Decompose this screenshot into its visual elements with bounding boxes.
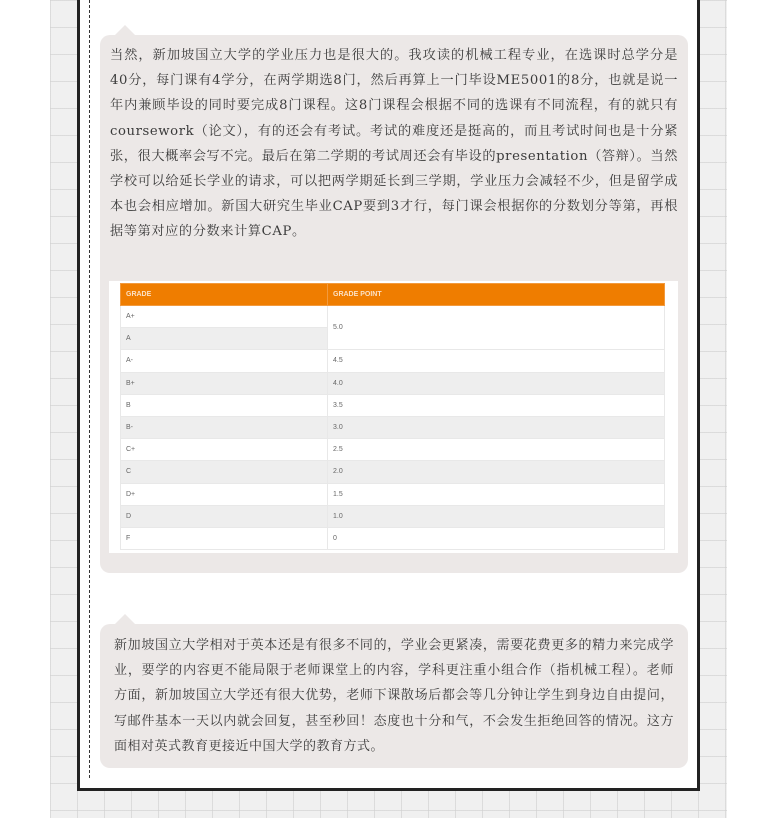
grade-cell: C+ — [121, 439, 328, 461]
grade-cell: A+ — [121, 306, 328, 328]
grade-point-cell: 4.5 — [328, 350, 665, 372]
table-row — [121, 416, 665, 438]
grade-point-cell: 3.5 — [328, 394, 665, 416]
grade-table — [120, 283, 665, 550]
table-row — [121, 527, 665, 549]
grade-point-cell: 1.5 — [328, 483, 665, 505]
table-row — [121, 505, 665, 527]
grade-cell: B+ — [121, 372, 328, 394]
table-row — [121, 461, 665, 483]
dashed-guide-line — [89, 0, 90, 778]
speech-notch-icon — [115, 614, 135, 624]
table-row — [121, 394, 665, 416]
grade-cell: F — [121, 527, 328, 549]
paragraph-comparison: 新加坡国立大学相对于英本还是有很多不同的，学业会更紧凑，需要花费更多的精力来完成学业，要学的内容更不能局限于老师课堂上的内容，学科更注重小组合作（指机械工程）。老师方面，新加坡国立大学还有很大优势，老师下课散场后都会等几分钟让学生到身边自由提问，写邮件基本一天以内就会回复，甚至秒回！态度也十分和气，不会发生拒绝回答的情况。这方面相对英式教育更接近中国大学的教育方式。 — [114, 638, 674, 754]
grade-point-cell: 2.0 — [328, 461, 665, 483]
grade-point-cell: 1.0 — [328, 505, 665, 527]
content-card-2 — [100, 624, 688, 768]
grade-cell: D+ — [121, 483, 328, 505]
table-row — [121, 439, 665, 461]
grade-cell: B- — [121, 416, 328, 438]
grade-point-cell: 0 — [328, 527, 665, 549]
grade-table-image — [109, 281, 678, 553]
grade-point-cell: 4.0 — [328, 372, 665, 394]
grade-point-cell: 2.5 — [328, 439, 665, 461]
grade-point-cell: 3.0 — [328, 416, 665, 438]
content-card-1 — [100, 35, 688, 573]
grade-cell: D — [121, 505, 328, 527]
paragraph-study-pressure: 当然，新加坡国立大学的学业压力也是很大的。我攻读的机械工程专业，在选课时总学分是40分，每门课有4学分，在两学期选8门，然后再算上一门毕设ME5001的8分，也就是说一年内兼顾毕设的同时要完成8门课程。这8门课程会根据不同的选课有不同流程，有的就只有coursework（论文），有的还会有考试。考试的难度还是挺高的，而且考试时间也是十分紧张，很大概率会写不完。最后在第二学期的考试周还会有毕设的presentation（答辩）。当然学校可以给延长学业的请求，可以把两学期延长到三学期，学业压力会减轻不少，但是留学成本也会相应增加。新国大研究生毕业CAP要到3才行，每门课会根据你的分数划分等第，再根据等第对应的分数来计算CAP。 — [110, 48, 678, 240]
grade-cell: A- — [121, 350, 328, 372]
grade-table-header — [121, 284, 665, 306]
table-row — [121, 483, 665, 505]
table-row — [121, 372, 665, 394]
speech-notch-icon — [115, 25, 135, 35]
grade-point-cell: 5.0 — [328, 306, 665, 350]
column-header-grade: GRADE — [121, 284, 328, 306]
table-row — [121, 350, 665, 372]
column-header-grade-point: GRADE POINT — [328, 284, 665, 306]
table-row — [121, 306, 665, 328]
grade-cell: A — [121, 328, 328, 350]
grade-cell: C — [121, 461, 328, 483]
grade-cell: B — [121, 394, 328, 416]
